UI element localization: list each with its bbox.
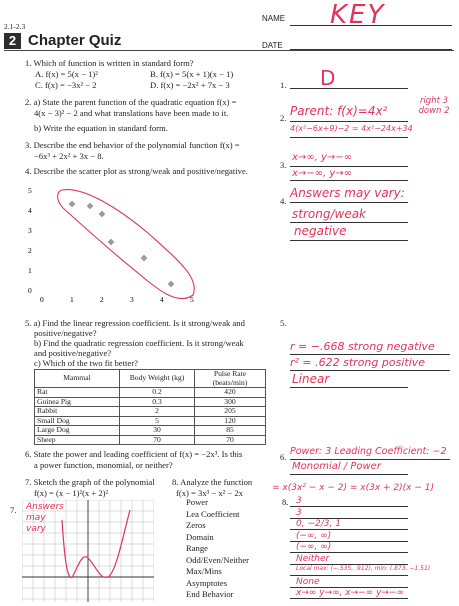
table-header-mammal: Mammal [35, 370, 120, 388]
table-cell: 70 [120, 435, 195, 445]
answer-6-line-2: Monomial / Power [292, 461, 381, 472]
answer-1: D [320, 66, 336, 90]
answer-2-standard: 4(x²−6x+9)−2 = 4x²−24x+34 [290, 124, 413, 133]
q7-text: Sketch the graph of the polynomial [33, 477, 155, 487]
q8-answer-value: 0, −2/3, 1 [296, 519, 341, 529]
q8-text-2: f(x) = 3x³ − x² − 2x [176, 488, 243, 498]
question-6 [25, 449, 280, 459]
q7-text-2: f(x) = (x − 1)²(x + 2)² [34, 488, 109, 498]
q4-number: 4. [25, 166, 32, 176]
x-tick-label: 1 [70, 295, 74, 304]
question-5a [25, 318, 280, 328]
question-8 [172, 477, 282, 487]
q8-label: Domain [186, 531, 214, 542]
answer-6-rule-1 [290, 459, 450, 460]
q8-answer-value: Local max: (−.535, .912), min: (.873, −1.51) [296, 565, 431, 572]
answer-4-rule-2 [290, 222, 408, 223]
q2-text-b: b) Write the equation in standard form. [34, 123, 168, 133]
table-cell: 85 [195, 426, 266, 436]
table-row [35, 426, 266, 436]
table-cell: Large Dog [35, 426, 120, 436]
y-tick-label: 5 [28, 186, 32, 195]
q8-answer-line [290, 506, 408, 507]
answer-5-rule-2 [290, 370, 450, 371]
y-tick-label: 1 [28, 266, 32, 275]
answer-6-rule-2 [290, 474, 408, 475]
answer-3-number: 3. [280, 160, 287, 170]
q8-answer-value: 3 [296, 507, 302, 518]
lesson-range: 2.1-2.3 [4, 22, 26, 31]
question-1 [25, 58, 275, 68]
q8-answer-value: (−∞, ∞) [296, 542, 332, 552]
answer-2-parent: Parent: f(x)=4x² [290, 104, 388, 118]
y-tick-label: 0 [28, 286, 32, 295]
q8-answer-value: None [296, 576, 320, 587]
date-label: DATE [262, 41, 283, 50]
table-row [35, 388, 266, 398]
q8-number: 8. [172, 477, 179, 487]
table-cell: 5 [120, 416, 195, 426]
q7-number: 7. [25, 477, 32, 487]
answer-5-c: Linear [292, 372, 330, 386]
q1-text: Which of function is written in standard form? [33, 58, 194, 68]
table-row [35, 435, 266, 445]
chapter-number: 2 [4, 33, 21, 49]
scatter-circle-annotation [58, 190, 195, 299]
table-cell: Guinea Pig [35, 397, 120, 407]
q5-text-c: c) Which of the two fit better? [34, 358, 138, 368]
scatter-point [141, 255, 148, 262]
q6-text: State the power and leading coefficient of f(x) = −2x³. Is this [33, 449, 243, 459]
name-label: NAME [262, 14, 286, 23]
q8-answer-value: (−∞, ∞) [296, 530, 332, 541]
answer-2-number: 2. [280, 113, 287, 123]
answer-5-rule-1 [290, 354, 450, 355]
q8-label: Odd/Even/Neither [186, 554, 250, 565]
mammal-table [34, 369, 266, 445]
q1-number: 1. [25, 58, 32, 68]
answer-4-rule-1 [290, 202, 408, 203]
q7-grid-number: 7. [10, 505, 17, 515]
answer-3-line-2: x→−∞, y→∞ [292, 168, 352, 179]
question-7 [25, 477, 175, 487]
answer-5-r2: r² = .622 strong positive [290, 356, 426, 369]
answer-6-line-1: Power: 3 Leading Coefficient: −2 [290, 446, 447, 457]
answer-5-r: r = −.668 strong negative [290, 340, 435, 353]
answer-3-line-1: x→∞, y→−∞ [292, 152, 352, 163]
q8-answer-value: Neither [296, 553, 330, 564]
q1-choice-b: B. f(x) = 5(x + 1)(x − 1) [150, 69, 234, 79]
answer-4-line-3: negative [294, 224, 347, 238]
table-header-body-weight: Body Weight (kg) [120, 370, 195, 388]
x-tick-label: 5 [190, 295, 194, 304]
question-3 [25, 140, 280, 150]
table-header-pulse-rate: Pulse Rate (beats/min) [195, 370, 266, 388]
q3-text-2: −6x³ + 2x² + 3x − 8. [34, 151, 104, 161]
name-value: KEY [330, 0, 386, 30]
q4-text: Describe the scatter plot as strong/weak and positive/negative. [33, 166, 248, 176]
q2-text-a2: 4(x − 3)² − 2 and what translations have been made to it. [34, 108, 229, 118]
table-cell: Small Dog [35, 416, 120, 426]
answer-1-number: 1. [280, 80, 287, 90]
scatter-point [69, 201, 76, 208]
table-cell: 30 [120, 426, 195, 436]
answer-3-rule-2 [290, 180, 408, 181]
q2-number: 2. [25, 97, 32, 107]
y-tick-label: 2 [28, 246, 32, 255]
q1-choice-a: A. f(x) = 5(x − 1)² [35, 69, 98, 79]
scatter-point [87, 203, 94, 210]
question-2a [25, 97, 280, 107]
answer-2-shift: right 3 down 2 [418, 96, 450, 116]
answer-6-number: 6. [280, 452, 287, 462]
table-cell: Sheep [35, 435, 120, 445]
answer-5-rule-3 [290, 387, 408, 388]
answer-4-line-1: Answers may vary: [290, 186, 405, 200]
x-tick-label: 0 [40, 295, 44, 304]
answer-3-rule-1 [290, 166, 408, 167]
q3-text: Describe the end behavior of the polynomial function f(x) = [33, 140, 240, 150]
table-cell: 70 [195, 435, 266, 445]
x-tick-label: 4 [160, 295, 164, 304]
q2-text-a: a) State the parent function of the quadratic equation f(x) = [33, 97, 237, 107]
answer-4-line-2: strong/weak [292, 207, 366, 221]
answer-8-expression: = x(3x² − x − 2) = x(3x + 2)(x − 1) [272, 483, 434, 493]
table-cell: Rat [35, 388, 120, 398]
x-tick-label: 3 [130, 295, 134, 304]
q8-label: Lea Coefficient [186, 508, 240, 519]
q6-number: 6. [25, 449, 32, 459]
q8-label: Power [186, 497, 208, 507]
page-title: Chapter Quiz [28, 32, 122, 49]
answer-4-number: 4. [280, 196, 287, 206]
q8-answer-line [290, 598, 408, 599]
y-tick-label: 3 [28, 226, 32, 235]
q8-answer-value: 3 [296, 496, 302, 506]
question-4 [25, 166, 280, 176]
scatter-plot [28, 178, 218, 306]
answer-2-line-b [290, 137, 408, 138]
answer-1-line [290, 88, 408, 89]
q8-label: Asymptotes [186, 577, 228, 588]
answer-2-line-a [290, 121, 408, 122]
answer-5-number: 5. [280, 318, 287, 328]
q5-text-b: b) Find the quadratic regression coefficient. Is it strong/weak [34, 338, 244, 348]
q5-text-a: a) Find the linear regression coefficient. Is it strong/weak and [33, 318, 245, 328]
y-tick-label: 4 [28, 206, 32, 215]
q8-label: Max/Mins [186, 566, 222, 576]
table-row [35, 407, 266, 417]
q8-answer-value: x→∞ y→∞, x→−∞ y→−∞ [296, 588, 404, 598]
q5-text-a2: positive/negative? [34, 328, 97, 338]
q1-choice-c: C. f(x) = −3x² − 2 [35, 80, 97, 90]
header-rule [4, 50, 454, 51]
q8-label: Zeros [186, 520, 206, 530]
table-cell: 120 [195, 416, 266, 426]
scatter-point [168, 281, 175, 288]
scatter-point [108, 239, 115, 246]
answer-4-rule-3 [290, 240, 408, 241]
table-cell: 2 [120, 407, 195, 417]
table-cell: 205 [195, 407, 266, 417]
table-header-row [35, 370, 266, 388]
answer-7-note: Answers may vary [26, 502, 64, 534]
table-cell: 0.2 [120, 388, 195, 398]
q6-text-2: a power function, monomial, or neither? [34, 460, 173, 470]
q5-number: 5. [25, 318, 32, 328]
table-cell: 420 [195, 388, 266, 398]
table-cell: 0.3 [120, 397, 195, 407]
q1-choice-d: D. f(x) = −2x² + 7x − 3 [150, 80, 230, 90]
q8-text: Analyze the function [180, 477, 253, 487]
table-cell: Rabbit [35, 407, 120, 417]
q8-label: Range [186, 543, 208, 553]
table-cell: 300 [195, 397, 266, 407]
x-tick-label: 2 [100, 295, 104, 304]
q8-label: End Behavior [186, 589, 234, 599]
scatter-point [99, 211, 106, 218]
date-line [290, 49, 452, 50]
q5-text-b2: and positive/negative? [34, 348, 112, 358]
answer-8-number: 8. [282, 497, 289, 507]
q3-number: 3. [25, 140, 32, 150]
